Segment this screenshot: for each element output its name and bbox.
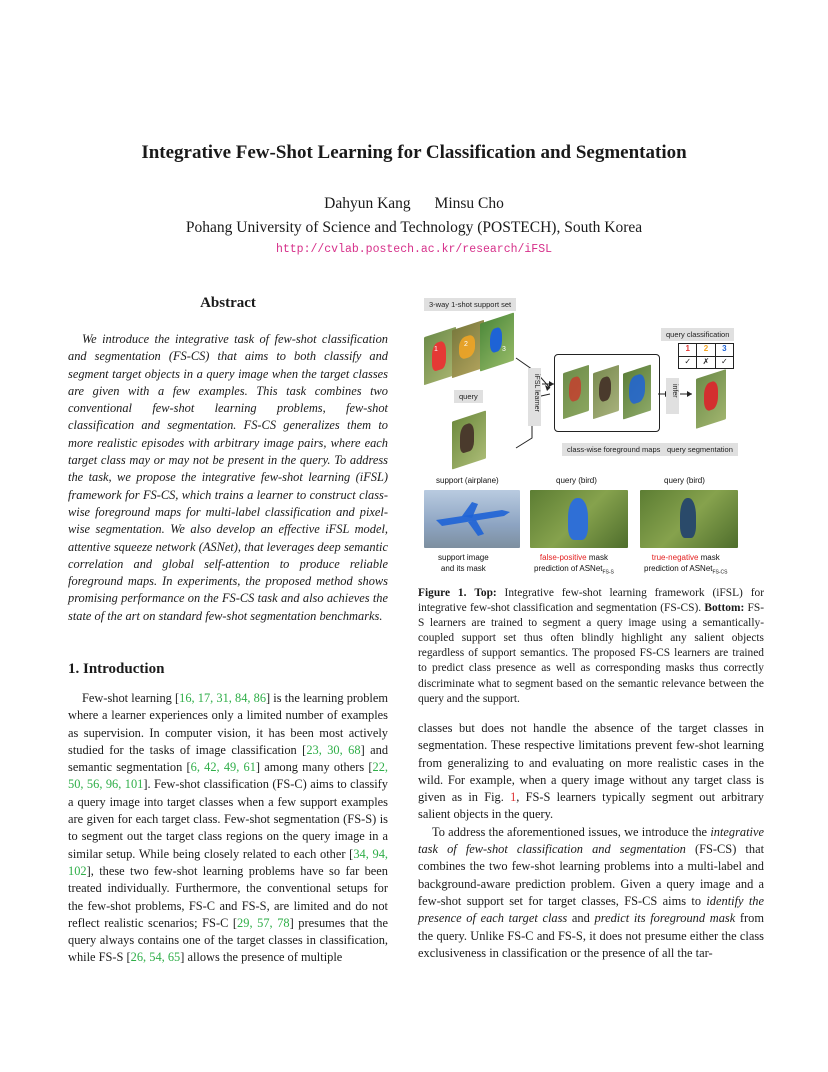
support-set-label: 3-way 1-shot support set xyxy=(424,298,516,311)
class-index: 1 xyxy=(679,344,697,356)
caption-line: and its mask xyxy=(440,564,486,573)
airplane-mask xyxy=(432,498,514,540)
introduction-text xyxy=(68,690,388,967)
bottom-caption xyxy=(438,552,489,574)
paper-title: Integrative Few-Shot Learning for Classification and Segmentation xyxy=(141,142,687,163)
bottom-title: query (bird) xyxy=(556,476,597,485)
check-icon: ✓ xyxy=(679,357,697,369)
authors xyxy=(0,195,828,213)
figure-caption xyxy=(418,586,764,707)
bottom-caption xyxy=(644,552,727,579)
project-url[interactable]: http://cvlab.postech.ac.kr/research/iFSL xyxy=(275,243,553,256)
bottom-title: query (bird) xyxy=(664,476,705,485)
caption-top-label: Top: xyxy=(474,587,497,599)
support-number: 1 xyxy=(434,346,438,353)
caption-bottom-text: FS-S learners are trained to segment a query image using a semantically-coupled support set thus often blindly highlight any salient objects regardless of support semantics. The proposed FS-CS learners are trained to predict class presence as well as corresponding masks thus correctly discriminate what to segment based on the semantic relevance between the query and the support. xyxy=(418,602,764,705)
support-number: 3 xyxy=(502,346,506,353)
learner-box xyxy=(528,368,541,426)
body-text: ] among many others [ xyxy=(255,760,373,775)
learner-label: iFSL learner xyxy=(533,374,540,412)
body-text: ] allows the presence of multiple xyxy=(180,950,343,965)
introduction-heading: 1. Introduction xyxy=(68,661,165,677)
caption-line: prediction of ASNet xyxy=(644,564,713,573)
body-text: and xyxy=(567,911,595,926)
body-text: ], these two few-shot learning problems have so far been treated individually. Furthermore, the conventional setups for the few-shot problems, FS-C and FS-S, are limited and do not reflect realistic scenarios; FS-C [ xyxy=(68,863,388,930)
citation-link[interactable]: 22, 50, 56, 96, 101 xyxy=(68,760,388,792)
body-text: ] presumes that the query always contains one of the target classes in classification, while FS-S [ xyxy=(68,915,388,965)
infer-box xyxy=(666,378,679,414)
query-segmentation-label: query segmentation xyxy=(662,443,738,456)
caption-line: mask xyxy=(586,553,608,562)
emphasis-text: predict its foreground mask xyxy=(594,911,736,926)
class-index: 2 xyxy=(697,344,715,356)
caption-top-text: Integrative few-shot learning framework (iFSL) for integrative few-shot classification and segmentation (FS-CS). xyxy=(418,587,764,615)
bird-no-mask xyxy=(680,498,696,538)
figure-1 xyxy=(418,298,764,578)
foreground-maps-box xyxy=(554,354,660,432)
arrow-right-icon xyxy=(680,388,694,400)
body-text: Few-shot learning [ xyxy=(82,691,180,705)
support-number: 2 xyxy=(464,341,468,348)
body-text: ]. Few-shot classification (FS-C) aims to classify a query image into target classes when a few support examples are given for each target class. Few-shot segmentation (FS-S) is to segment out the target class regions on the query image in a similar setup. While being closely related to each other [ xyxy=(68,777,388,861)
caption-bottom-label: Bottom: xyxy=(704,602,745,615)
citation-link[interactable]: 6, 42, 49, 61 xyxy=(190,760,256,775)
true-negative-text: true-negative xyxy=(651,553,699,562)
caption-line: mask xyxy=(698,553,720,562)
body-text: ] is the learning problem where a learner experiences only a limited number of examples as supervision. In computer vision, it has been most actively studied for the tasks of image classification [ xyxy=(68,691,389,757)
classification-table xyxy=(678,343,734,369)
false-positive-text: false-positive xyxy=(539,553,587,562)
caption-line: support image xyxy=(438,553,489,562)
figure-ref-link[interactable]: 1 xyxy=(510,790,517,805)
abstract-heading: Abstract xyxy=(200,295,256,311)
emphasis-text: integrative task of few-shot classification and segmentation xyxy=(418,824,764,857)
body-text: from the query. Unlike FS-C and FS-S, it does not presume either the class exclusiveness in classification or the presence of all the tar- xyxy=(418,911,764,960)
body-text: classes but does not handle the absence of the target classes in segmentation. These respective limitations prevent few-shot learning from generalizing to and evaluating on more realistic cases in the wild. For example, when a query image without any target class is given as in Fig. xyxy=(418,721,764,805)
cross-icon: ✗ xyxy=(697,357,715,369)
paragraph xyxy=(418,824,764,962)
author-name: Minsu Cho xyxy=(434,195,504,212)
affiliation: Pohang University of Science and Technology (POSTECH), South Korea xyxy=(185,219,643,236)
citation-link[interactable]: 16, 17, 31, 84, 86 xyxy=(179,691,267,705)
false-positive-mask xyxy=(568,498,588,540)
bottom-title: support (airplane) xyxy=(436,476,499,485)
body-text: ] and semantic segmentation [ xyxy=(68,742,389,775)
paragraph xyxy=(418,720,764,824)
caption-subscript: FS-CS xyxy=(712,569,728,576)
emphasis-text: identify the presence of each target class xyxy=(418,893,764,926)
bottom-caption xyxy=(534,552,614,579)
caption-label: Figure 1. xyxy=(418,587,467,599)
foreground-maps-label: class-wise foreground maps xyxy=(562,443,665,456)
caption-subscript: FS-S xyxy=(602,569,614,576)
citation-link[interactable]: 26, 54, 65 xyxy=(130,950,181,965)
citation-link[interactable]: 34, 94, 102 xyxy=(68,846,388,878)
check-icon: ✓ xyxy=(720,357,728,366)
abstract-text: We introduce the integrative task of few-shot classification and segmentation (FS-CS) that aims to both classify and segment target objects in a query image when the target classes are given with a few examples. This task combines two conventional few-shot learning problems, few-shot classification and segmentation. FS-CS generalizes them to more realistic episodes with arbitrary image pairs, where each target class may or may not be present in the query. To address the task, we propose the integrative few-shot learning (iFSL) framework for FS-CS, which trains a learner to construct class-wise foreground maps for multi-label classification and pixel-wise segmentation. We also develop an effective iFSL model, attentive squeeze network (ASNet), that leverages deep semantic correlation and global self-attention to produce reliable foreground maps. In experiments, the proposed method shows promising performance on the FS-CS task and also achieves the state of the art on standard few-shot segmentation benchmarks. xyxy=(68,332,388,623)
infer-label: infer xyxy=(671,384,678,398)
right-column-text xyxy=(418,720,764,962)
query-label: query xyxy=(454,390,483,403)
author-name: Dahyun Kang xyxy=(324,195,411,212)
class-index: 3 xyxy=(722,344,727,353)
citation-link[interactable]: 23, 30, 68 xyxy=(306,742,361,757)
body-text: (FS-CS) that combines the two few-shot learning problems into a multi-label and background-aware prediction problem. Given a query image and a few-shot support set for target classes, FS-CS aims to xyxy=(418,842,765,908)
caption-line: prediction of ASNet xyxy=(534,564,603,573)
citation-link[interactable]: 29, 57, 78 xyxy=(237,915,290,930)
body-text: , FS-S learners typically segment out arbitrary salient objects in the query. xyxy=(418,790,764,822)
body-text: To address the aforementioned issues, we introduce the xyxy=(432,824,711,839)
query-classification-label: query classification xyxy=(661,328,734,341)
